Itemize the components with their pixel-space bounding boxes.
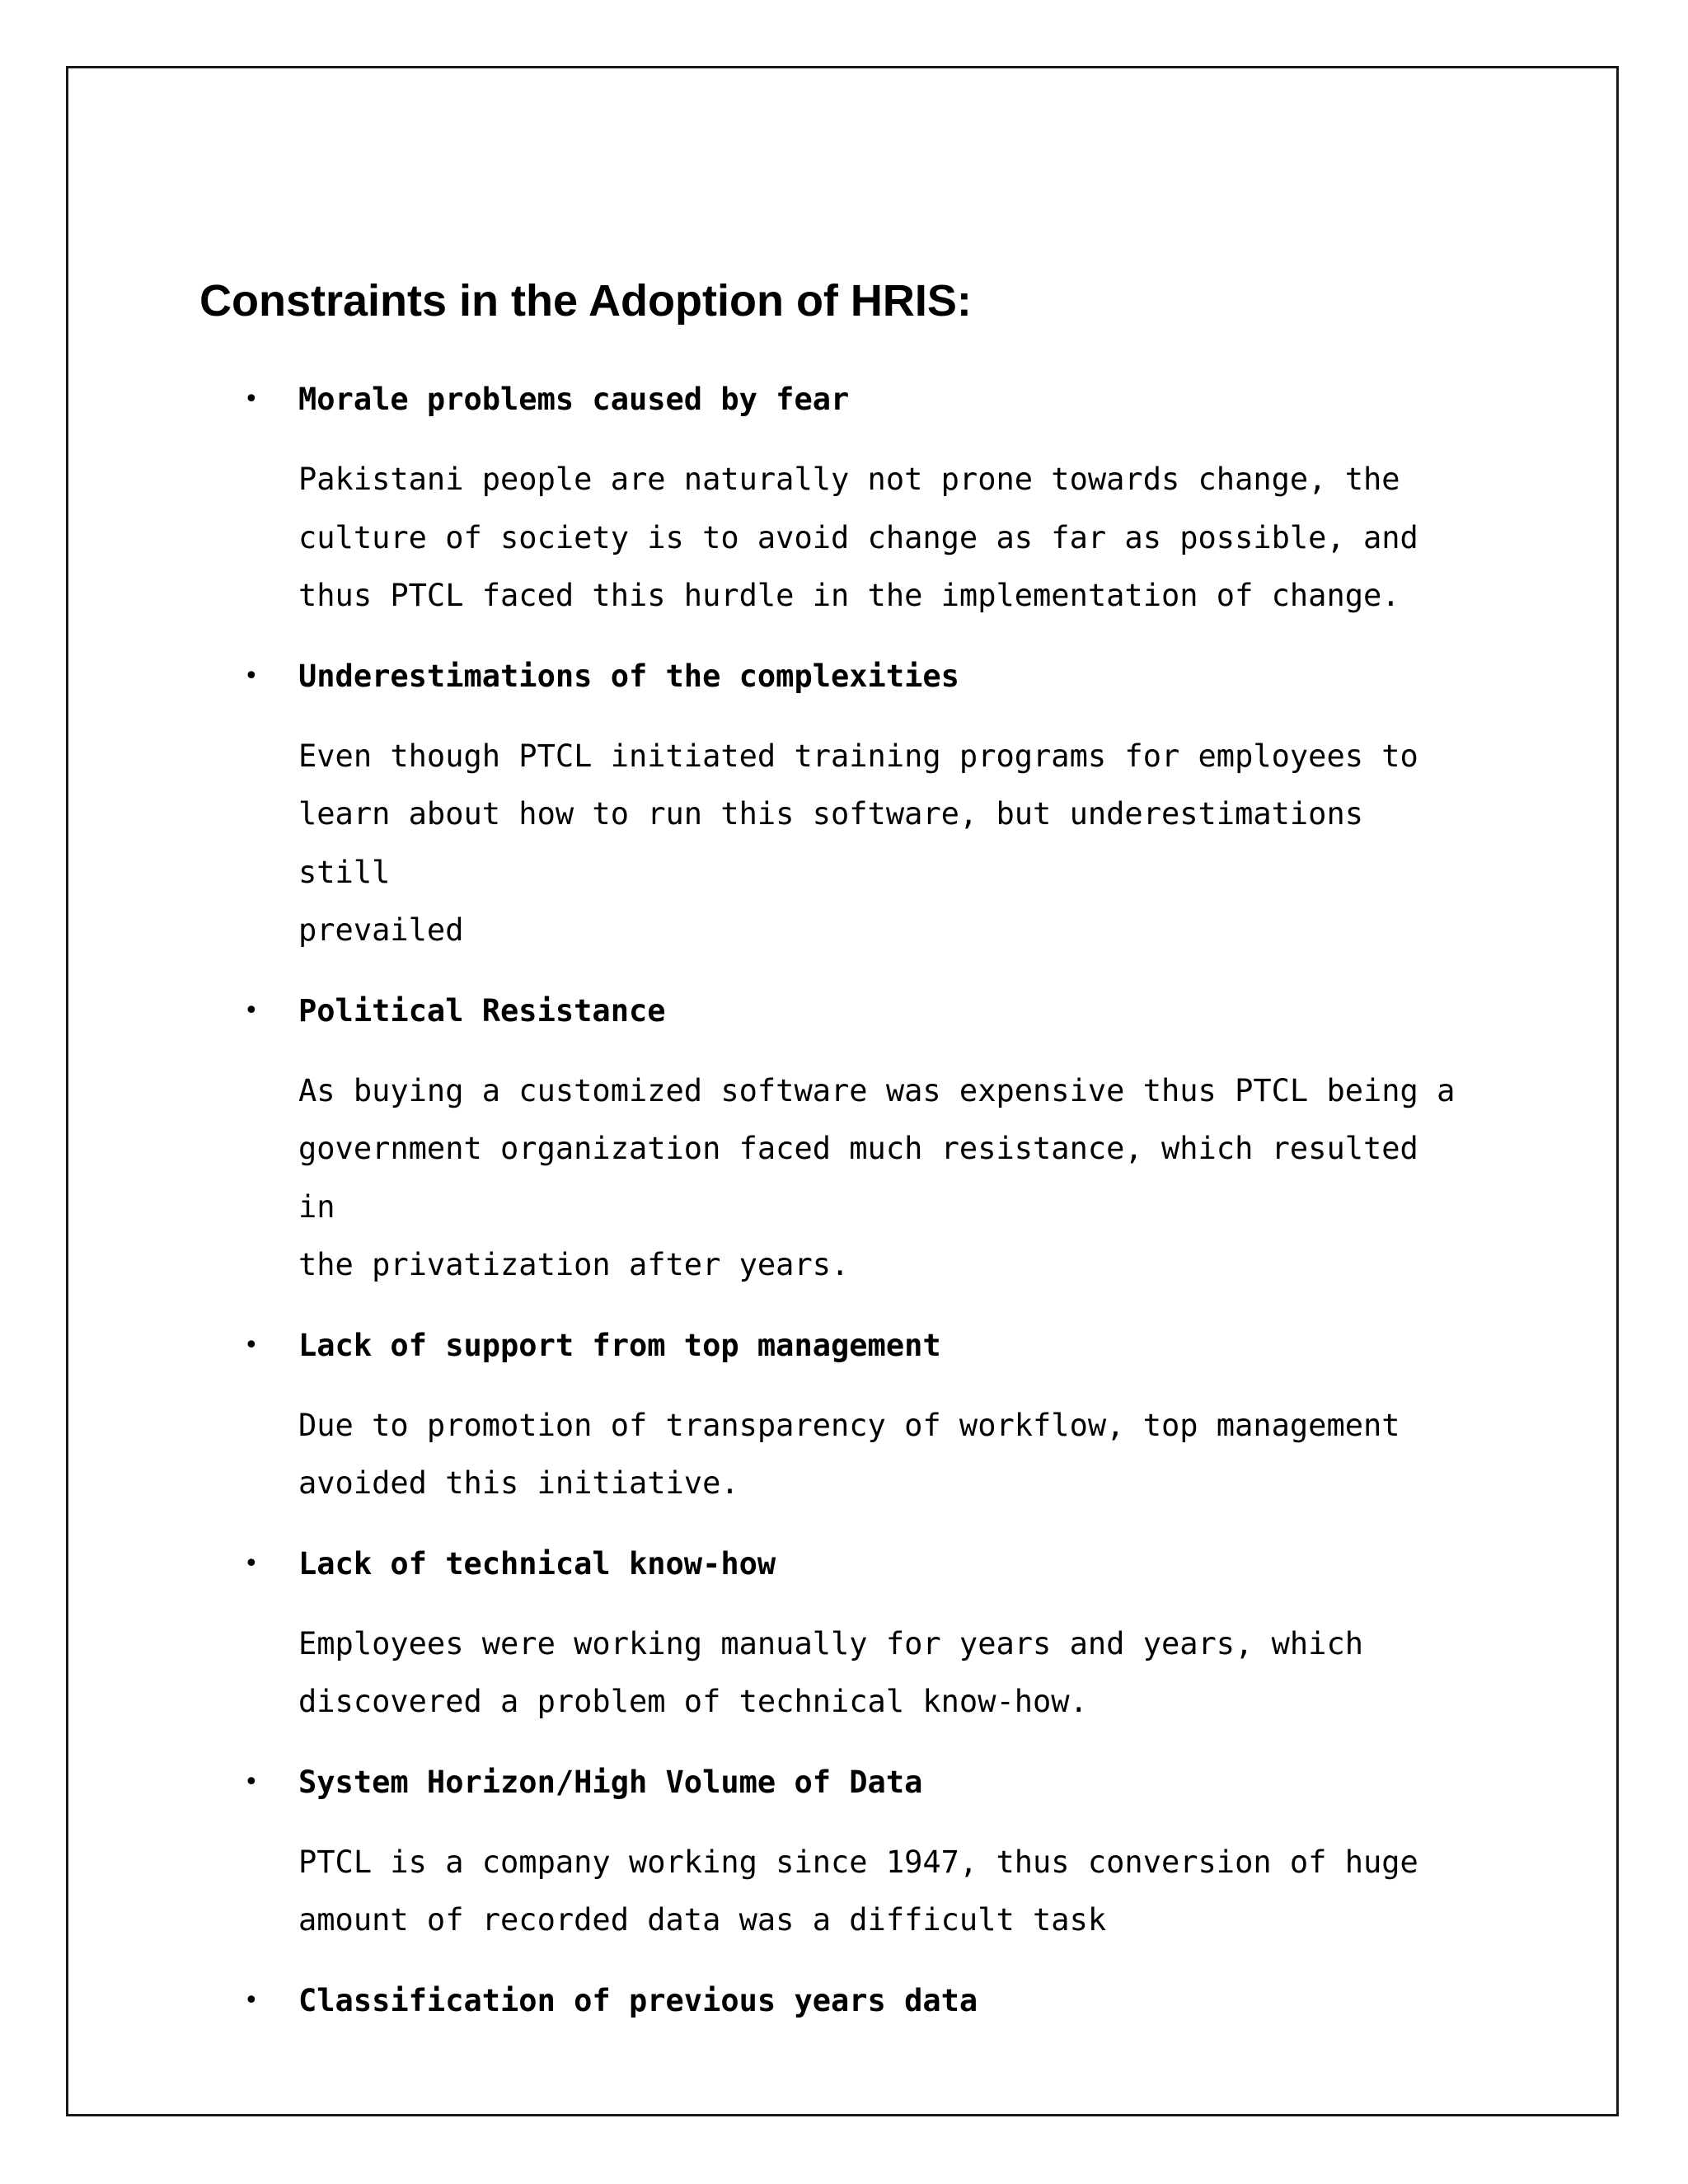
bullet-icon: • [244,1330,259,1360]
section-paragraph [298,451,1469,626]
list-item [0,982,1688,1295]
paragraph-line: Even though PTCL initiated training programs for employees to [298,738,1418,774]
section-heading: Political Resistance [298,992,666,1029]
paragraph-line: learn about how to run this software, but underestimations still [298,796,1364,890]
section-paragraph [298,1615,1469,1732]
paragraph-line: culture of society is to avoid change as far as possible, and [298,519,1418,555]
constraints-list [0,371,1688,2052]
list-item [0,1754,1688,1950]
section-paragraph [298,1062,1469,1295]
bullet-icon: • [244,1985,259,2015]
section-paragraph [298,728,1469,960]
section-paragraph [298,1834,1469,1950]
bullet-icon: • [244,385,259,414]
paragraph-line: As buying a customized software was expensive thus PTCL being a [298,1072,1456,1108]
section-heading: System Horizon/High Volume of Data [298,1764,923,1800]
paragraph-line: the privatization after years. [298,1247,850,1282]
paragraph-line: Pakistani people are naturally not prone towards change, the [298,462,1400,497]
section-heading: Classification of previous years data [298,1982,978,2018]
list-item [0,371,1688,626]
section-heading: Lack of technical know-how [298,1545,776,1582]
paragraph-line: government organization faced much resistance, which resulted in [298,1131,1418,1225]
section-heading: Morale problems caused by fear [298,382,850,417]
paragraph-line: thus PTCL faced this hurdle in the implementation of change. [298,578,1400,613]
paragraph-line: amount of recorded data was a difficult task [298,1902,1107,1938]
paragraph-line: Due to promotion of transparency of workflow, top management [298,1407,1400,1443]
section-paragraph [298,1397,1469,1513]
section-heading: Underestimations of the complexities [298,658,959,694]
paragraph-line: avoided this initiative. [298,1465,739,1501]
paragraph-line: PTCL is a company working since 1947, thus conversion of huge [298,1844,1418,1880]
page-title: Constraints in the Adoption of HRIS: [199,276,972,326]
bullet-icon: • [244,1767,259,1797]
list-item [0,1535,1688,1732]
bullet-icon: • [244,661,259,691]
list-item [0,1317,1688,1513]
paragraph-line: prevailed [298,912,464,948]
list-item [0,1972,1688,2030]
section-heading: Lack of support from top management [298,1327,941,1363]
paragraph-line: discovered a problem of technical know-how. [298,1684,1088,1719]
bullet-icon: • [244,1549,259,1578]
list-item [0,648,1688,960]
bullet-icon: • [244,996,259,1025]
paragraph-line: Employees were working manually for years and years, which [298,1625,1364,1661]
